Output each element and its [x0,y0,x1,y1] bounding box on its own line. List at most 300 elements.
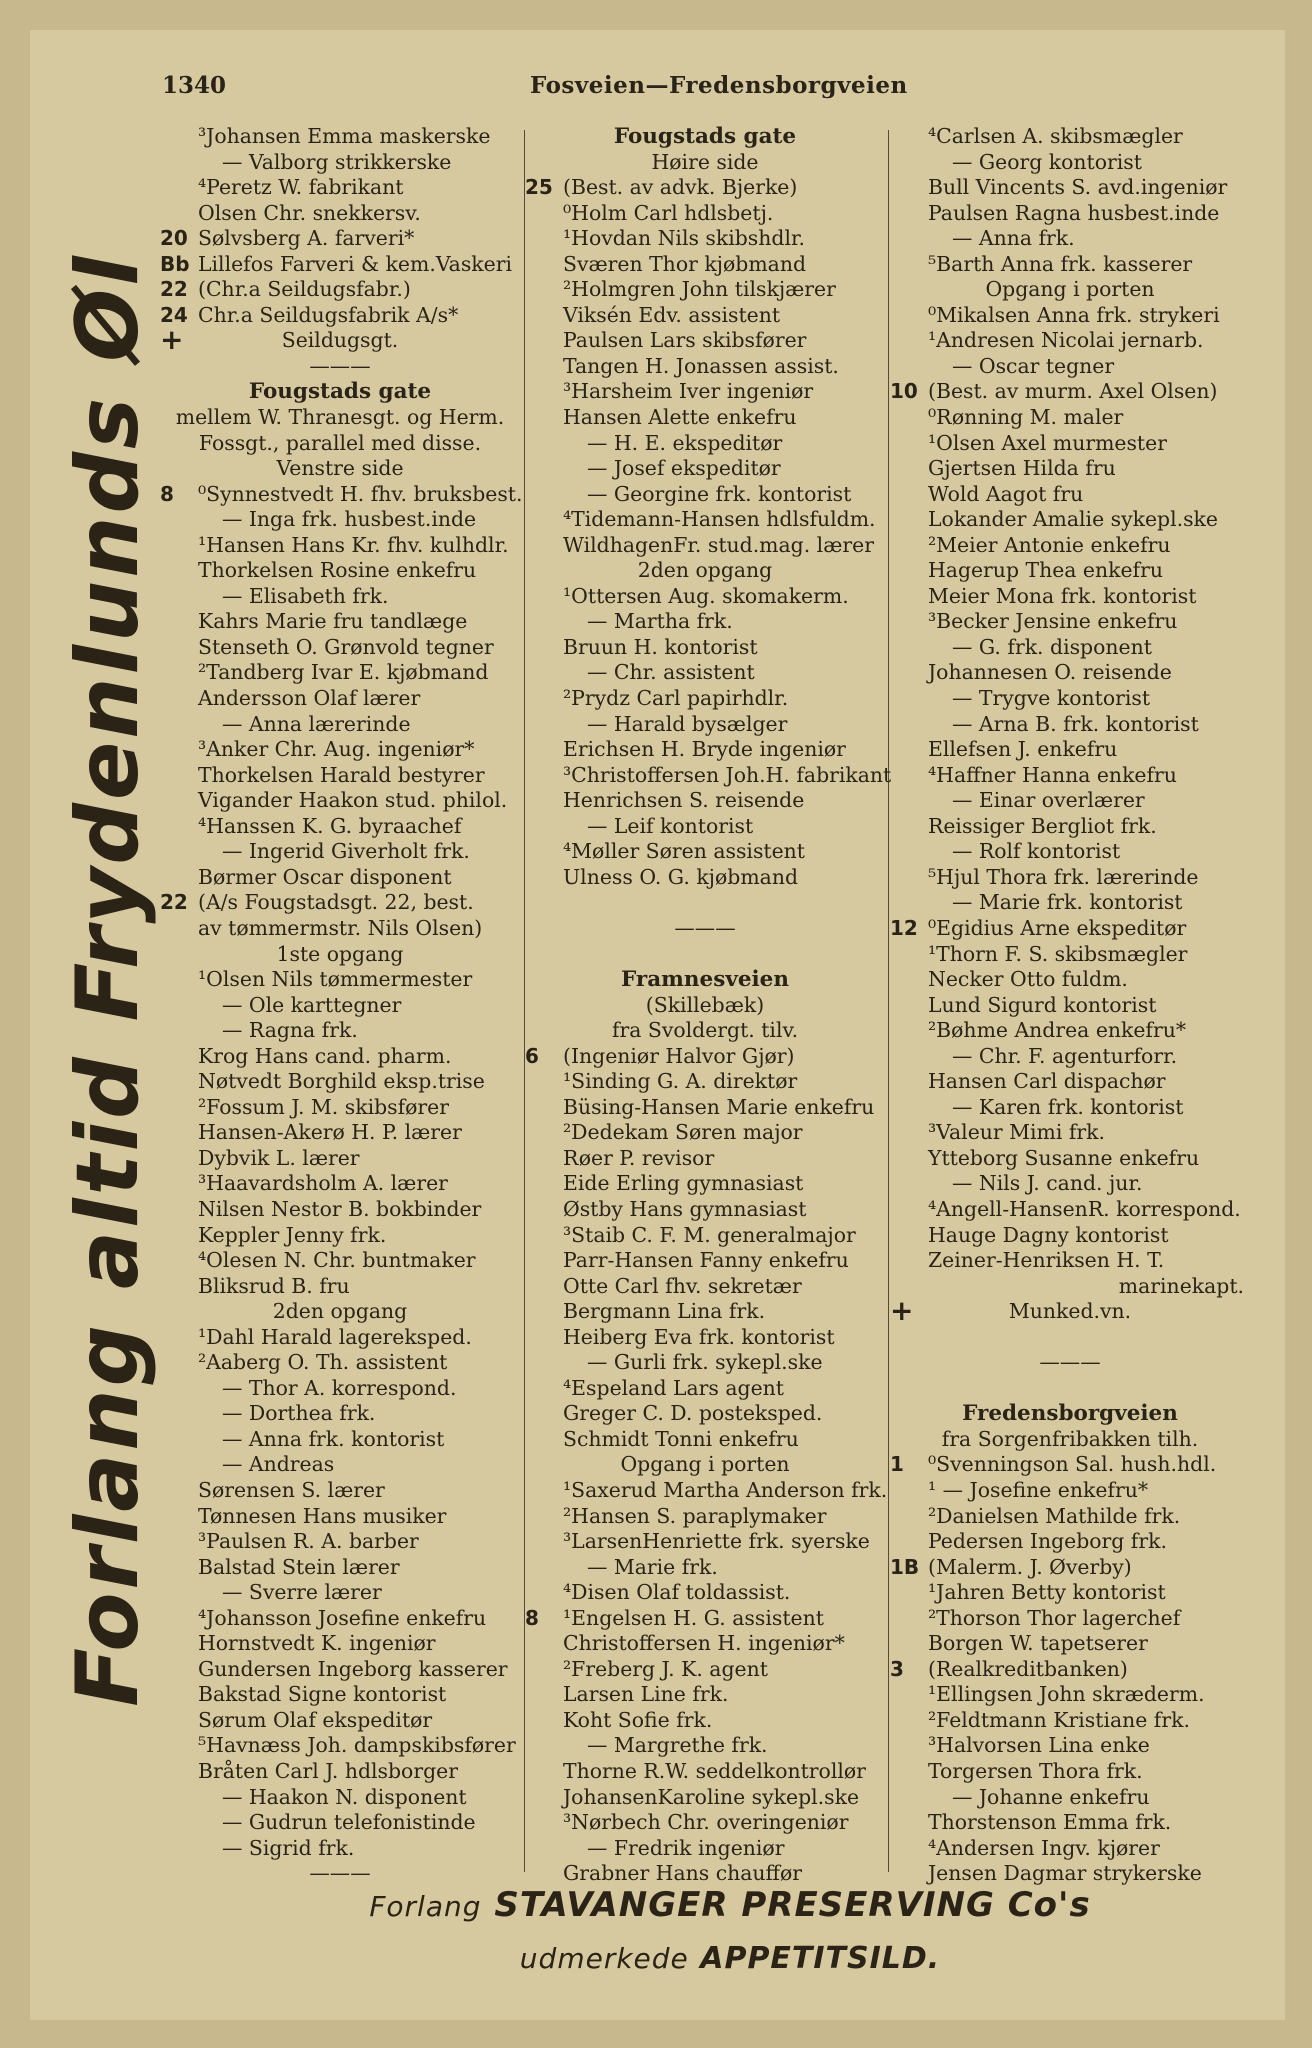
directory-line [525,1120,885,1146]
entry-text: fra Svoldergt. tilv. [611,1018,799,1043]
house-number: 22 [160,277,188,302]
entry-text: ¹Ellingsen John skræderm. [928,1682,1205,1707]
directory-line [890,967,1250,993]
entry-text: Sværen Thor kjøbmand [563,251,807,276]
bottom-ad-main-1: STAVANGER PRESERVING Co's [494,1885,1091,1925]
entry-text: — Ole karttegner [222,992,402,1017]
directory-line [890,686,1250,712]
directory-line [160,584,520,610]
directory-line [160,1861,520,1887]
entry-text: ⁵Havnæss Joh. dampskibsfører [198,1733,516,1758]
directory-line [160,788,520,814]
directory-line [160,916,520,942]
entry-text: Greger C. D. posteksped. [563,1401,823,1426]
entry-text: — Thor A. korrespond. [222,1375,457,1400]
directory-line [160,1223,520,1249]
directory-line [525,737,885,763]
directory-line [890,1248,1250,1274]
directory-line [525,993,885,1019]
entry-text: Østby Hans gymnasiast [563,1196,807,1221]
directory-line [160,1708,520,1734]
directory-line [525,354,885,380]
entry-text: ²Thorson Thor lagerchef [928,1605,1181,1630]
house-number: 8 [160,481,174,506]
directory-line [160,354,520,380]
entry-text: Fossgt., parallel med disse. [198,430,482,455]
entry-text: Johannesen O. reisende [928,660,1172,685]
entry-text: — Georgine frk. kontorist [587,481,852,506]
entry-text: Heiberg Eva frk. kontorist [563,1324,835,1349]
entry-text: (Skillebæk) [645,992,765,1017]
bottom-ad-line-2 [330,1941,1130,1976]
entry-text: Lillefos Farveri & kem.Vaskeri [198,251,512,276]
directory-line [890,814,1250,840]
entry-text: Ytteborg Susanne enkefru [928,1145,1200,1170]
entry-text: ⁴Peretz W. fabrikant [198,175,404,200]
house-number: 10 [890,379,918,404]
entry-text: ³Staib C. F. M. generalmajor [563,1222,856,1247]
street-heading: Fredensborgveien [962,1401,1178,1427]
directory-line [525,788,885,814]
entry-text: ²Feldtmann Kristiane frk. [928,1707,1190,1732]
house-number: 1 [890,1452,904,1477]
directory-line [525,226,885,252]
page-header [0,72,1312,106]
directory-line [890,737,1250,763]
entry-text: Necker Otto fuldm. [928,967,1128,992]
entry-text: Pedersen Ingeborg frk. [928,1529,1167,1554]
entry-text: Koht Sofie frk. [563,1707,713,1732]
entry-text: ⁰Holm Carl hdlsbetj. [563,200,774,225]
directory-line [160,124,520,150]
directory-line [890,405,1250,431]
bottom-ad-prefix-2: udmerkede [519,1942,689,1975]
directory-line [525,405,885,431]
directory-line [525,175,885,201]
directory-line [160,1248,520,1274]
entry-text: Nøtvedt Borghild eksp.trise [198,1069,485,1094]
entry-text: (A/s Fougstadsgt. 22, best. [198,890,474,915]
entry-text: Erichsen H. Bryde ingeniør [563,737,846,762]
directory-line [160,1555,520,1581]
directory-line [890,1401,1250,1427]
entry-text: — Anna frk. kontorist [222,1426,445,1451]
directory-line [160,533,520,559]
entry-text: Thorkelsen Rosine enkefru [198,558,477,583]
directory-line [160,1095,520,1121]
entry-text: Nilsen Nestor B. bokbinder [198,1196,482,1221]
directory-line [890,1044,1250,1070]
entry-text: Zeiner-Henriksen H. T. [928,1248,1165,1273]
directory-line [525,1836,885,1862]
directory-line [525,1785,885,1811]
entry-text: ²Tandberg Ivar E. kjøbmand [198,660,489,685]
directory-line [525,967,885,993]
directory-line [890,431,1250,457]
entry-text: ——— [309,353,371,378]
directory-line [160,175,520,201]
entry-text: Schmidt Tonni enkefru [563,1426,799,1451]
entry-text: — Dorthea frk. [222,1401,376,1426]
directory-line [525,1555,885,1581]
entry-text: ³Anker Chr. Aug. ingeniør* [198,737,475,762]
entry-text: — Martha frk. [587,609,733,634]
entry-text: ³Halvorsen Lina enke [928,1733,1150,1758]
entry-text: — Sverre lærer [222,1580,382,1605]
entry-text: — Trygve kontorist [952,686,1151,711]
entry-text: — Marie frk. kontorist [952,890,1183,915]
entry-text: Opgang i porten [985,277,1155,302]
directory-line [525,1171,885,1197]
entry-text: (Malerm. J. Øverby) [928,1554,1132,1579]
directory-line [525,890,885,916]
directory-line [890,1504,1250,1530]
entry-text: ¹Ottersen Aug. skomakerm. [563,583,849,608]
directory-line [160,839,520,865]
directory-line [525,1682,885,1708]
directory-line [160,1657,520,1683]
entry-text: ⁴Disen Olaf toldassist. [563,1580,791,1605]
entry-text: ³Johansen Emma maskerske [198,124,491,148]
entry-text: ¹Sinding G. A. direktør [563,1069,798,1094]
entry-text: Paulsen Lars skibsfører [563,328,807,353]
directory-line [160,814,520,840]
directory-line [890,1733,1250,1759]
entry-text: — Elisabeth frk. [222,583,389,608]
entry-text: — Margrethe frk. [587,1733,768,1758]
entry-text: (Chr.a Seildugsfabr.) [198,277,411,302]
entry-text: Keppler Jenny frk. [198,1222,387,1247]
directory-line [525,558,885,584]
directory-line [525,1146,885,1172]
directory-line [525,1018,885,1044]
entry-text: Hansen-Akerø H. P. lærer [198,1120,462,1145]
entry-text: ⁴Tidemann-Hansen hdlsfuldm. [563,507,876,532]
directory-line [525,124,885,150]
entry-text: Sølvsberg A. farveri* [198,226,415,251]
entry-text: — Rolf kontorist [952,839,1121,864]
directory-line [525,252,885,278]
entry-text: — Fredrik ingeniør [587,1835,785,1860]
house-number: 6 [525,1043,539,1068]
entry-text: Børmer Oscar disponent [198,864,452,889]
directory-line [525,865,885,891]
directory-line [890,660,1250,686]
directory-line [160,1171,520,1197]
entry-text: — Gudrun telefonistinde [222,1810,476,1835]
directory-line [160,1325,520,1351]
entry-text: ¹Olsen Nils tømmermester [198,967,473,992]
entry-text: — Ragna frk. [222,1018,358,1043]
entry-text: ⁴Olesen N. Chr. buntmaker [198,1248,476,1273]
entry-text: — Gurli frk. sykepl.ske [587,1350,823,1375]
directory-line [160,1120,520,1146]
entry-text: ²Bøhme Andrea enkefru* [928,1018,1187,1043]
entry-text: Røer P. revisor [563,1145,715,1170]
directory-line [525,1044,885,1070]
directory-line [160,1069,520,1095]
directory-line [160,277,520,303]
entry-text: (Realkreditbanken) [928,1656,1128,1681]
column-left [160,124,523,1887]
directory-line [890,1095,1250,1121]
directory-line [525,712,885,738]
entry-text: Bliksrud B. fru [198,1273,350,1298]
directory-line [160,405,520,431]
house-number: 24 [160,302,188,327]
directory-line [525,1504,885,1530]
directory-line [525,456,885,482]
house-number: 25 [525,175,553,200]
bottom-ad-prefix-1: Forlang [369,1890,482,1923]
directory-line [160,323,520,357]
entry-text: Eide Erling gymnasiast [563,1171,804,1196]
directory-line [890,1606,1250,1632]
entry-text: Hornstvedt K. ingeniør [198,1631,436,1656]
entry-text: ⁴Angell-HansenR. korrespond. [928,1196,1241,1221]
entry-text: ¹Engelsen H. G. assistent [563,1605,824,1630]
directory-line [160,303,520,329]
directory-line [525,1477,888,1504]
directory-line [890,788,1250,814]
directory-line [160,1580,520,1606]
directory-line [525,1427,885,1453]
entry-text: Jensen Dagmar strykerske [928,1861,1202,1886]
entry-text: ¹Dahl Harald lagereksped. [198,1324,472,1349]
page-number: 1340 [162,72,227,99]
directory-line [890,328,1250,354]
directory-line [890,1350,1250,1376]
entry-text: Hansen Alette enkefru [563,405,797,430]
entry-text: ⁴Andersen Ingv. kjører [928,1835,1160,1860]
directory-line [160,686,520,712]
entry-text: Gundersen Ingeborg kasserer [198,1656,508,1681]
entry-text: Bakstad Signe kontorist [198,1682,447,1707]
directory-line [890,124,1250,150]
entry-text: Viksén Edv. assistent [563,302,781,327]
directory-line [525,1274,885,1300]
entry-text: Meier Mona frk. kontorist [928,583,1197,608]
entry-text: Ellefsen J. enkefru [928,737,1118,762]
directory-line [890,1146,1250,1172]
directory-line [890,1657,1250,1683]
entry-text: Vigander Haakon stud. philol. [198,788,508,813]
directory-line [525,482,885,508]
entry-text: — Chr. assistent [587,660,755,685]
directory-line [525,609,885,635]
entry-text: Sørensen S. lærer [198,1477,385,1502]
directory-line [525,686,885,712]
entry-text: ⁴Espeland Lars agent [563,1375,784,1400]
entry-text: Thorkelsen Harald bestyrer [198,762,485,787]
entry-text: Larsen Line frk. [563,1682,729,1707]
directory-line [160,1504,520,1530]
entry-text: ⁰Mikalsen Anna frk. strykeri [928,302,1220,327]
house-number: 3 [890,1656,904,1681]
entry-text: ³Becker Jensine enkefru [928,609,1178,634]
directory-line [890,1376,1250,1402]
directory-line [525,1350,885,1376]
entry-text: Hagerup Thea enkefru [928,558,1163,583]
entry-text: Sørum Olaf ekspeditør [198,1707,433,1732]
directory-line [890,252,1250,278]
house-number: 22 [160,890,188,915]
entry-text: — Ingerid Giverholt frk. [222,839,470,864]
entry-text: — Anna frk. [952,226,1075,251]
directory-line [160,1350,520,1376]
entry-text: ³Christoffersen Joh.H. fabrikant [563,762,892,787]
directory-line [160,1682,520,1708]
entry-text: Reissiger Bergliot frk. [928,813,1157,838]
entry-text: ⁴Hanssen K. G. byraachef [198,813,462,838]
entry-text: fra Sorgenfribakken tilh. [941,1426,1199,1451]
entry-text: ³Harsheim Iver ingeniør [563,379,814,404]
entry-text: ²Danielsen Mathilde frk. [928,1503,1181,1528]
entry-text: ³Nørbech Chr. overingeniør [563,1810,849,1835]
directory-line [160,737,520,763]
directory-line [525,1401,885,1427]
directory-line [890,226,1250,252]
directory-line [525,1810,885,1836]
entry-text: Dybvik L. lærer [198,1145,360,1170]
entry-text: — Chr. F. agenturforr. [952,1043,1178,1068]
entry-text: — Nils J. cand. jur. [952,1171,1143,1196]
house-number: 8 [525,1605,539,1630]
side-advertisement [48,253,168,1707]
bottom-advertisement [330,1885,1130,1976]
entry-text: — Haakon N. disponent [222,1784,467,1809]
entry-text: Wold Aagot fru [928,481,1084,506]
directory-line [160,507,520,533]
entry-text: Büsing-Hansen Marie enkefru [563,1094,875,1119]
directory-line [525,1376,885,1402]
entry-text: Parr-Hansen Fanny enkefru [563,1248,849,1273]
bottom-ad-line-1 [330,1885,1130,1925]
directory-line [525,1759,885,1785]
entry-text: Tangen H. Jonassen assist. [563,353,839,378]
entry-text: ²Meier Antonie enkefru [928,532,1171,557]
directory-line [525,303,885,329]
directory-line [890,1452,1250,1478]
entry-text: ²Hansen S. paraplymaker [563,1503,827,1528]
directory-line [525,1452,885,1478]
directory-line [160,942,520,968]
entry-text: ³Paulsen R. A. barber [198,1529,419,1554]
entry-text: ⁵Hjul Thora frk. lærerinde [928,864,1199,889]
directory-line [160,1274,520,1300]
entry-text: — Harald bysælger [587,711,788,736]
entry-text: ⁴Carlsen A. skibsmægler [928,124,1183,148]
directory-line [525,1529,885,1555]
directory-line [890,175,1250,201]
directory-line [525,660,885,686]
entry-text: ⁰Synnestvedt H. fhv. bruksbest. [198,481,523,506]
entry-text: ——— [309,1861,371,1886]
entry-text: ——— [674,915,736,940]
entry-text: Christoffersen H. ingeniør* [563,1631,845,1656]
bottom-ad-main-2: APPETITSILD. [700,1941,941,1976]
directory-line [890,1785,1250,1811]
house-number: + [160,323,184,357]
entry-text: — Andreas [222,1452,335,1477]
entry-text: ——— [1039,1350,1101,1375]
directory-line [890,1580,1250,1606]
entry-text: ⁴Haffner Hanna enkefru [928,762,1177,787]
house-number: 1B [890,1554,920,1579]
entry-text: Olsen Chr. snekkersv. [198,200,421,225]
directory-line [525,1708,885,1734]
entry-text: — Arna B. frk. kontorist [952,711,1199,736]
entry-text: Thorstenson Emma frk. [928,1810,1172,1835]
directory-line [890,1069,1250,1095]
directory-line [525,1248,885,1274]
directory-line [890,1427,1250,1453]
directory-line [525,916,885,942]
directory-line [890,1294,1250,1328]
directory-line [525,201,885,227]
entry-text: — H. E. ekspeditør [587,430,783,455]
directory-line [890,712,1250,738]
entry-text: Grabner Hans chauffør [563,1861,803,1886]
directory-line [525,150,885,176]
directory-line [160,431,520,457]
entry-text: ³LarsenHenriette frk. syerske [563,1529,870,1554]
column-right [890,124,1250,1887]
side-ad-text: Forlang altid Frydenlunds Øl [58,253,158,1707]
directory-line [160,558,520,584]
entry-text: Thorne R.W. seddelkontrollør [563,1759,866,1783]
directory-line [160,1733,520,1759]
entry-text: marinekapt. [1118,1273,1244,1298]
entry-text: — Valborg strikkerske [222,149,452,174]
entry-text: Bergmann Lina frk. [563,1299,766,1324]
directory-line [890,890,1250,916]
page-title: Fosveien—Fredensborgveien [530,72,908,99]
directory-line [525,328,885,354]
directory-line [890,1120,1250,1146]
directory-line [525,379,885,405]
directory-line [525,814,885,840]
directory-line [890,201,1250,227]
entry-text: — G. frk. disponent [952,634,1152,659]
entry-text: mellem W. Thranesgt. og Herm. [175,405,505,430]
entry-text: — Leif kontorist [587,813,754,838]
entry-text: ²Freberg J. K. agent [563,1656,768,1681]
directory-line [525,762,892,789]
entry-text: Bruun H. kontorist [563,634,758,659]
entry-text: ¹Jahren Betty kontorist [928,1580,1166,1605]
entry-text: ²Aaberg O. Th. assistent [198,1350,448,1375]
directory-line [525,584,885,610]
directory-line [525,1299,885,1325]
directory-line [890,277,1250,303]
directory-line [890,533,1250,559]
entry-text: Opgang i porten [620,1452,790,1477]
directory-line [890,507,1250,533]
directory-line [890,558,1250,584]
entry-text: Bråten Carl J. hdlsborger [198,1759,458,1783]
directory-line [160,1631,520,1657]
directory-line [890,1171,1250,1197]
directory-line [160,252,520,278]
house-number: 20 [160,226,188,251]
directory-line [525,533,885,559]
directory-line [890,1810,1250,1836]
directory-line [160,1836,520,1862]
directory-line [160,456,520,482]
directory-line [525,277,885,303]
entry-text: Tønnesen Hans musiker [198,1503,447,1528]
